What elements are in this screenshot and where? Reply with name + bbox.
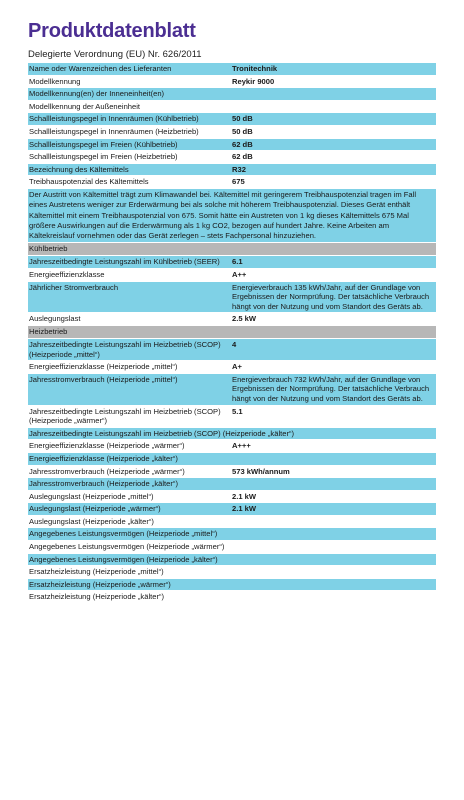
row-design-load-medium [28, 491, 436, 504]
row-label: Ersatzheizleistung (Heizperiode „mittel“) [29, 567, 164, 577]
row-scop-medium [28, 339, 436, 361]
row-value: 573 kWh/annum [232, 466, 290, 476]
row-seer [28, 256, 436, 269]
section-heating [28, 326, 436, 339]
row-value: 2.1 kW [232, 504, 257, 514]
row-efficiency-class-warmer [28, 440, 436, 453]
row-gwp [28, 176, 436, 189]
row-sound-indoor-heating [28, 126, 436, 139]
row-capacity-colder [28, 554, 436, 567]
row-label: Angegebenes Leistungsvermögen (Heizperiode „mittel“) [29, 529, 218, 539]
product-data-sheet [28, 63, 436, 604]
row-value: 50 dB [232, 114, 253, 124]
row-outdoor-model [28, 101, 436, 114]
row-label: Jahresstromverbrauch (Heizperiode „mittel“) [29, 374, 178, 384]
row-label: Auslegungslast [29, 314, 81, 324]
row-design-load-warmer [28, 503, 436, 516]
row-label: Jahreszeitbedingte Leistungszahl im Kühlbetrieb (SEER) [29, 257, 220, 267]
row-value: Tronitechnik [232, 64, 278, 73]
row-value: 2.1 kW [232, 491, 257, 501]
row-backup-warmer [28, 579, 436, 592]
row-capacity-medium [28, 528, 436, 541]
row-efficiency-class-medium [28, 361, 436, 374]
row-label: Energieeffizienzklasse (Heizperiode „wärmer“) [29, 441, 185, 451]
row-value: 50 dB [232, 126, 253, 136]
row-label: Energieeffizienzklasse (Heizperiode „mittel“) [29, 362, 178, 372]
row-label: Modellkennung(en) der Inneneinheit(en) [29, 89, 165, 99]
row-label: Bezeichnung des Kältemittels [29, 164, 129, 174]
row-refrigerant [28, 164, 436, 177]
row-label: Jahreszeitbedingte Leistungszahl im Heizbetrieb (SCOP) (Heizperiode „kälter“) [29, 428, 295, 438]
row-value: R32 [232, 164, 246, 174]
notice-text: Der Austritt von Kältemittel trägt zum Klimawandel bei. Kältemittel mit geringerem Treibhauspotenzial tragen im Fall eines Austretens weniger zur Erderwärmung bei als solche mit höherem Treibhauspotenzial. Dieses Gerät enthält Kältemittel mit einem Treibhauspotenzial von 675. Somit hätte ein Austreten von 1 kg dieses Kältemittels 675 Mal größere Auswirkungen auf die Erderwärmung als 1 kg CO2, bezogen auf hundert Jahre. Keine Arbeiten am Kältekreislauf vornehmen oder das Gerät zerlegen – stets Fachpersonal hinzuziehen. [29, 189, 417, 241]
row-label: Jährlicher Stromverbrauch [29, 282, 119, 292]
row-value: Energieverbrauch 732 kWh/Jahr, auf der Grundlage von Ergebnissen der Normprüfung. Der tatsächliche Verbrauch hängt von der Nutzung und vom Standort des Geräts ab. [232, 374, 430, 403]
row-label: Schallleistungspegel im Freien (Heizbetrieb) [29, 152, 178, 162]
row-design-load-colder [28, 516, 436, 529]
section-heading: Heizbetrieb [29, 326, 68, 336]
row-value: 62 dB [232, 139, 253, 149]
row-cooling-efficiency-class [28, 269, 436, 282]
row-label: Modellkennung der Außeneinheit [29, 101, 141, 111]
refrigerant-notice [28, 189, 436, 243]
row-value: 675 [232, 177, 245, 187]
row-indoor-model [28, 88, 436, 101]
row-label: Energieeffizienzklasse (Heizperiode „kälter“) [29, 453, 178, 463]
row-sound-outdoor-heating [28, 151, 436, 164]
row-label: Jahresstromverbrauch (Heizperiode „wärmer“) [29, 466, 185, 476]
row-label: Auslegungslast (Heizperiode „wärmer“) [29, 504, 161, 514]
row-supplier [28, 63, 436, 76]
section-heading: Kühlbetrieb [29, 244, 68, 254]
row-label: Jahresstromverbrauch (Heizperiode „kälter“) [29, 479, 178, 489]
row-sound-outdoor-cooling [28, 139, 436, 152]
row-value: Reykir 9000 [232, 76, 275, 86]
row-value: A++ [232, 270, 247, 280]
row-label: Angegebenes Leistungsvermögen (Heizperiode „kälter“) [29, 554, 218, 564]
row-consumption-colder [28, 478, 436, 491]
row-consumption-warmer [28, 466, 436, 479]
row-label: Schallleistungspegel in Innenräumen (Kühlbetrieb) [29, 114, 199, 124]
row-label: Treibhauspotenzial des Kältemittels [29, 177, 149, 187]
row-label: Jahreszeitbedingte Leistungszahl im Heizbetrieb (SCOP) (Heizperiode „wärmer“) [29, 406, 221, 426]
row-scop-colder [28, 428, 436, 441]
row-backup-medium [28, 566, 436, 579]
row-capacity-warmer [28, 541, 436, 554]
row-cooling-design-load [28, 313, 436, 326]
row-scop-warmer [28, 406, 436, 428]
row-value [228, 478, 436, 490]
row-value: 6.1 [232, 257, 243, 267]
row-label: Auslegungslast (Heizperiode „kälter“) [29, 516, 154, 526]
row-value: 5.1 [232, 406, 243, 416]
regulation-subtitle: Delegierte Verordnung (EU) Nr. 626/2011 [28, 49, 202, 60]
row-value: 2.5 kW [232, 314, 257, 324]
row-label: Jahreszeitbedingte Leistungszahl im Heizbetrieb (SCOP) (Heizperiode „mittel“) [29, 339, 221, 359]
row-cooling-consumption [28, 282, 436, 314]
row-label: Modellkennung [29, 76, 81, 86]
row-label: Ersatzheizleistung (Heizperiode „kälter“) [29, 592, 165, 602]
row-value: Energieverbrauch 135 kWh/Jahr, auf der Grundlage von Ergebnissen der Normprüfung. Der tatsächliche Verbrauch hängt von der Nutzung und vom Standort des Geräts ab. [232, 282, 430, 311]
row-label: Ersatzheizleistung (Heizperiode „wärmer“) [29, 579, 171, 589]
row-label: Auslegungslast (Heizperiode „mittel“) [29, 491, 154, 501]
row-backup-colder [28, 591, 436, 604]
row-label: Schallleistungspegel in Innenräumen (Heizbetrieb) [29, 126, 199, 136]
row-value [228, 516, 436, 528]
row-value [228, 453, 436, 465]
row-value: 62 dB [232, 152, 253, 162]
row-value: 4 [232, 339, 237, 349]
row-label: Name oder Warenzeichen des Lieferanten [29, 64, 172, 73]
row-efficiency-class-colder [28, 453, 436, 466]
row-model-id [28, 76, 436, 89]
row-value: A+++ [232, 441, 251, 451]
row-label: Angegebenes Leistungsvermögen (Heizperiode „wärmer“) [29, 542, 225, 552]
row-label: Schallleistungspegel im Freien (Kühlbetrieb) [29, 139, 178, 149]
row-label: Energieeffizienzklasse [29, 270, 105, 280]
section-cooling [28, 243, 436, 256]
row-value: A+ [232, 362, 242, 372]
row-consumption-medium [28, 374, 436, 406]
row-sound-indoor-cooling [28, 113, 436, 126]
page-title: Produktdatenblatt [28, 20, 196, 42]
